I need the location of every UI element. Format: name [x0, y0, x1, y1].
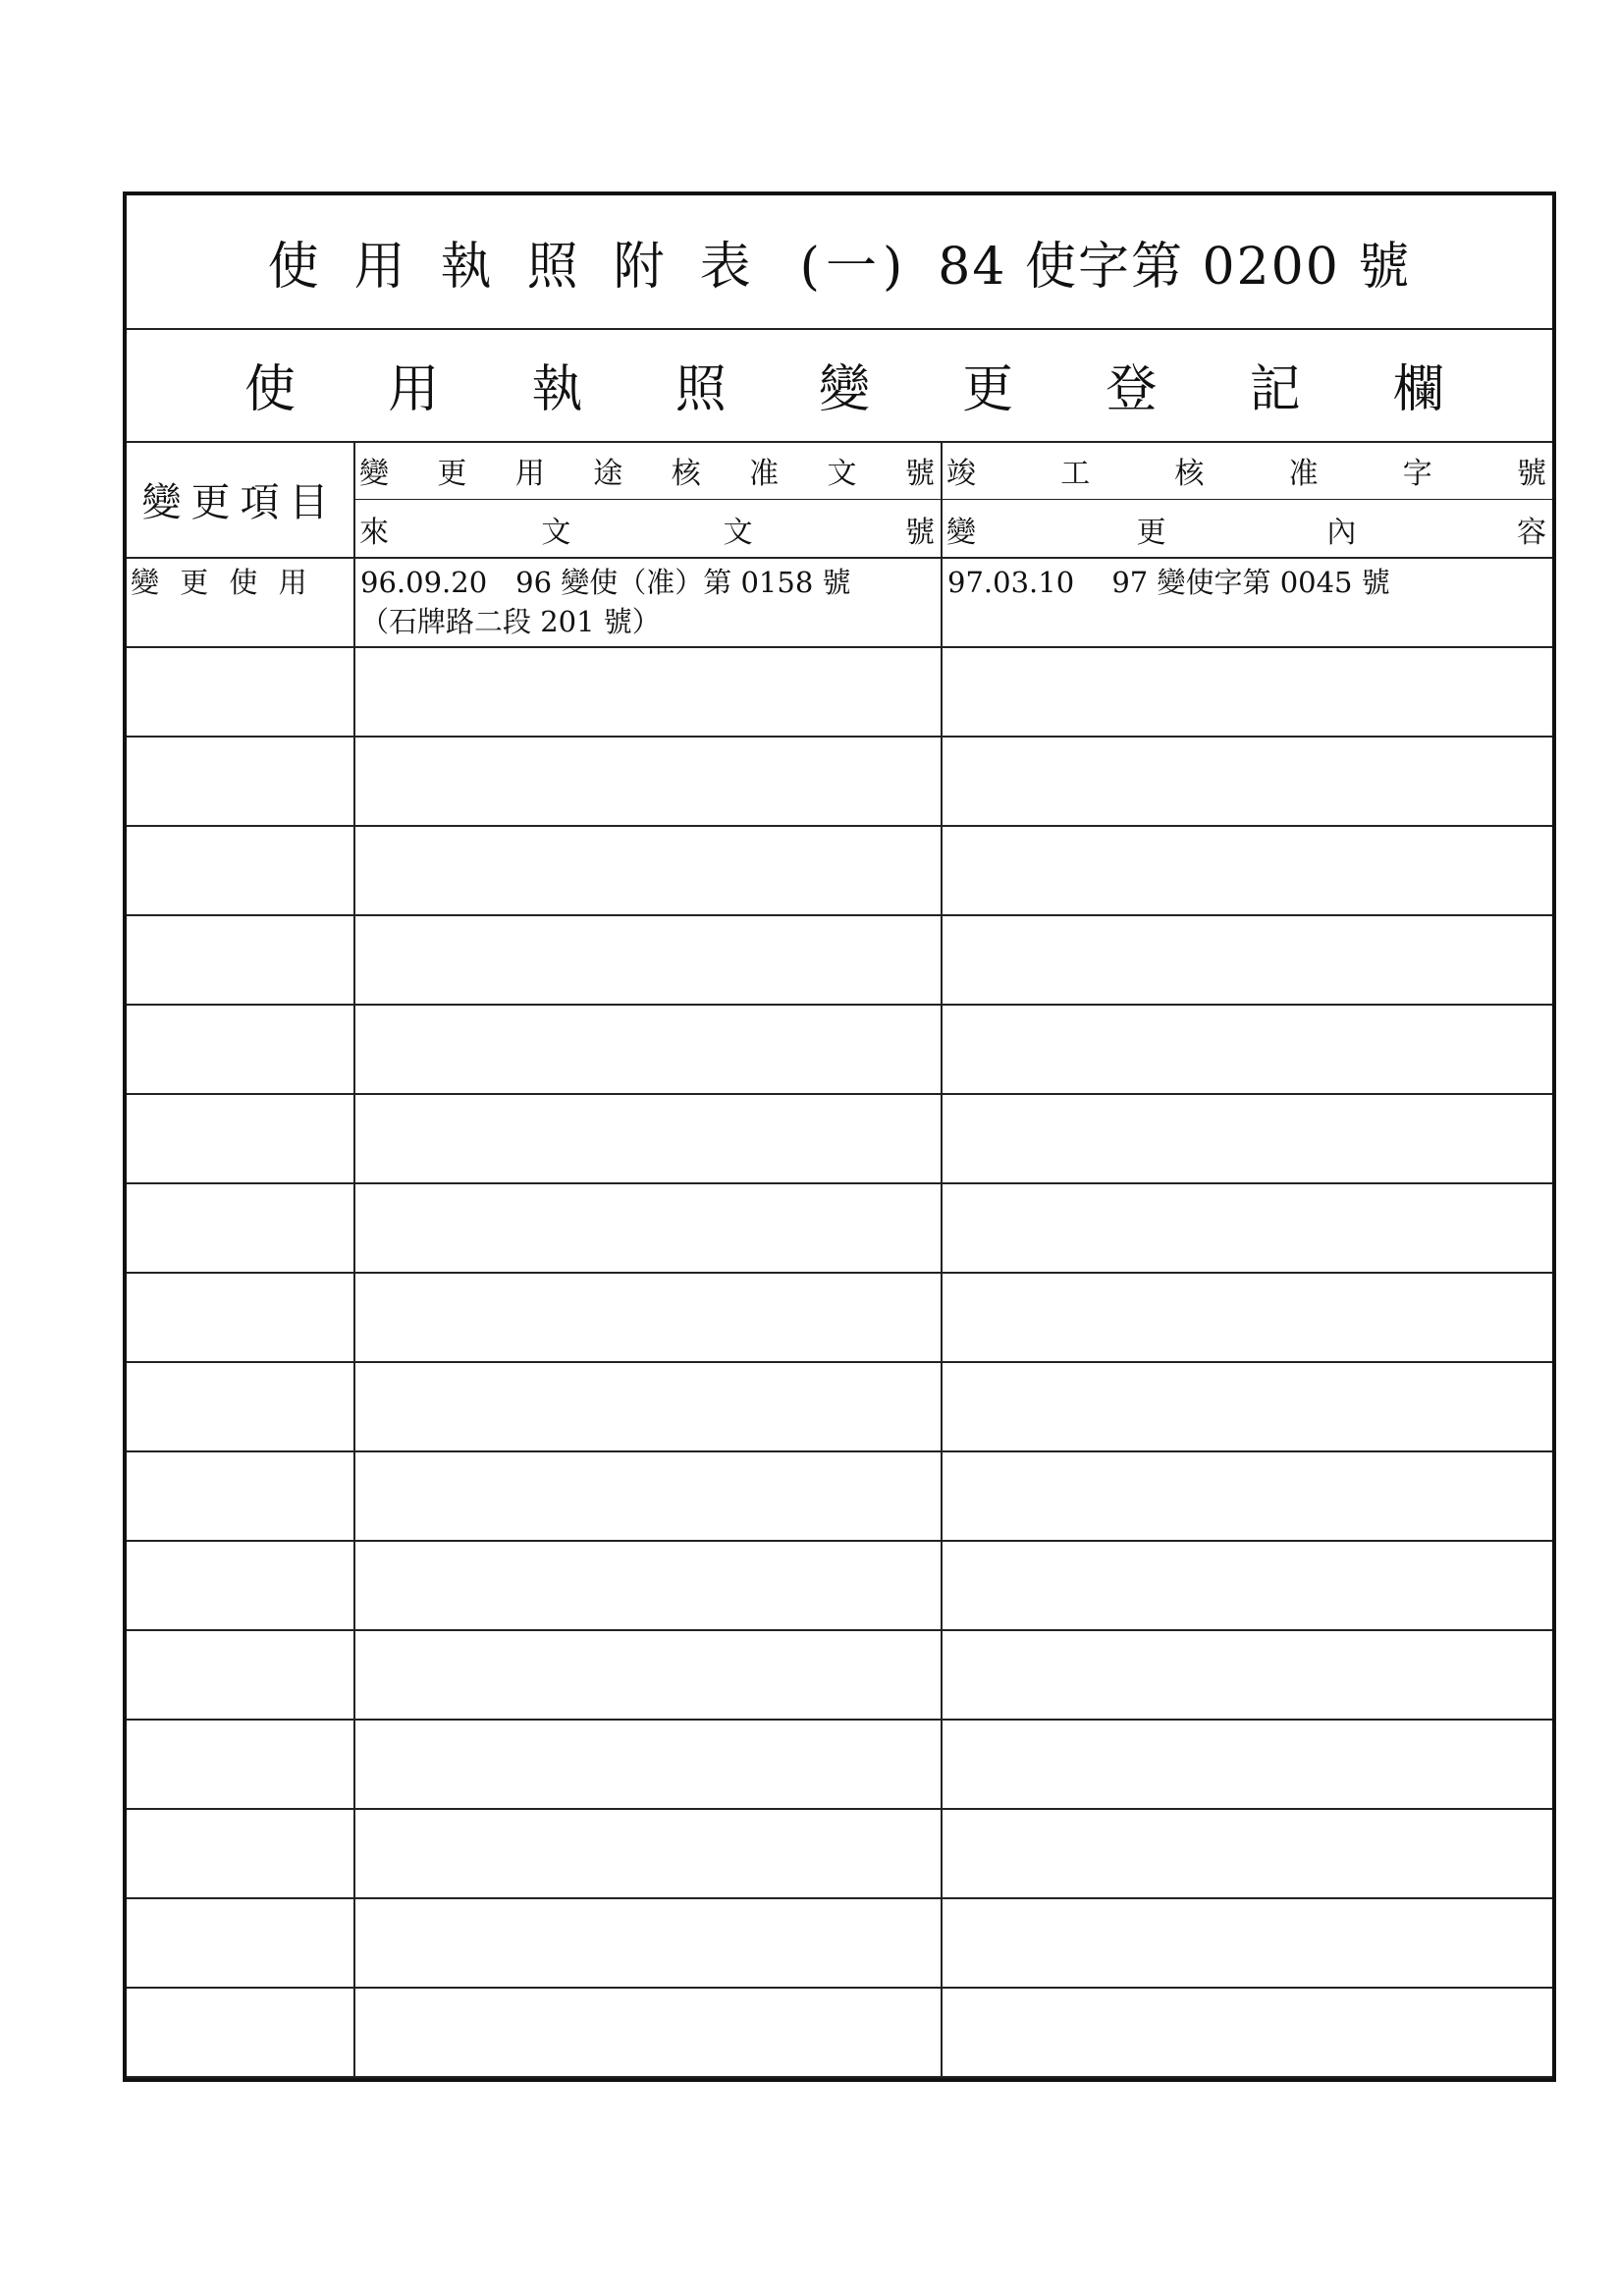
form-subtitle [127, 328, 1552, 443]
header-char: 文 [541, 516, 571, 550]
header-char: 工 [1060, 456, 1091, 491]
header-completion [941, 441, 1552, 559]
doc-number-cell: 96.09.20 96 變使（准）第 0158 號 [360, 566, 851, 599]
table-row [127, 559, 1552, 648]
header-char: 使 [244, 360, 297, 419]
header-incoming-doc-number [353, 500, 941, 559]
header-approval-doc-number [353, 441, 941, 500]
completion-number-cell: 97.03.10 97 變使字第 0045 號 [947, 566, 1390, 599]
header-completion-approval-number [941, 441, 1552, 500]
title-number: 84 使字第 0200 號 [938, 238, 1412, 297]
header-char: 文 [827, 456, 857, 491]
header-char: 用 [388, 360, 440, 419]
header-char: 變 [359, 456, 389, 491]
doc-address-cell: （石牌路二段 201 號） [360, 605, 661, 638]
form-title [127, 195, 1552, 330]
header-char: 核 [671, 456, 701, 491]
header-char: 更 [962, 360, 1014, 419]
subtitle-chars [244, 328, 1444, 441]
header-char: 來 [359, 516, 389, 550]
header-char: 記 [1249, 360, 1301, 419]
header-char: 准 [749, 456, 780, 491]
table-row [127, 1631, 1552, 1721]
header-char: 核 [1174, 456, 1205, 491]
header-char: 更 [437, 456, 467, 491]
table-row [127, 1452, 1552, 1542]
table-row [127, 1721, 1552, 1810]
table-row [127, 738, 1552, 827]
table-row [127, 1363, 1552, 1452]
header-change-content [941, 500, 1552, 559]
table-row [127, 1542, 1552, 1631]
header-char: 變 [818, 360, 870, 419]
usage-permit-form [123, 191, 1556, 2082]
table-row [127, 1899, 1552, 1989]
table-body [127, 559, 1552, 2078]
change-item-cell: 變 更 使 用 [131, 566, 313, 599]
title-paren: (一) [799, 238, 909, 297]
table-row [127, 1095, 1552, 1184]
header-char: 號 [904, 516, 935, 550]
table-row [127, 2078, 1552, 2167]
table-row [127, 916, 1552, 1006]
header-char: 號 [1516, 456, 1546, 491]
header-char: 容 [1516, 516, 1546, 550]
header-char: 登 [1106, 360, 1158, 419]
header-char: 文 [723, 516, 753, 550]
table-row [127, 1274, 1552, 1363]
header-char: 變 [946, 516, 976, 550]
header-change-item: 變更項目 [127, 441, 353, 559]
header-doc-number [353, 441, 941, 559]
header-char: 執 [531, 360, 583, 419]
title-main: 使用執照附表 [267, 238, 786, 297]
header-char: 照 [674, 360, 727, 419]
header-char: 內 [1326, 516, 1357, 550]
header-char: 竣 [946, 456, 976, 491]
header-char: 更 [1136, 516, 1166, 550]
header-char: 用 [514, 456, 545, 491]
table-row [127, 1006, 1552, 1095]
header-char: 准 [1288, 456, 1319, 491]
table-row [127, 1989, 1552, 2078]
table-row [127, 1810, 1552, 1899]
table-row [127, 648, 1552, 738]
table-row [127, 1184, 1552, 1274]
header-char: 字 [1402, 456, 1432, 491]
table-row [127, 827, 1552, 916]
header-char: 途 [593, 456, 623, 491]
header-char: 號 [904, 456, 935, 491]
header-char: 欄 [1392, 360, 1444, 419]
